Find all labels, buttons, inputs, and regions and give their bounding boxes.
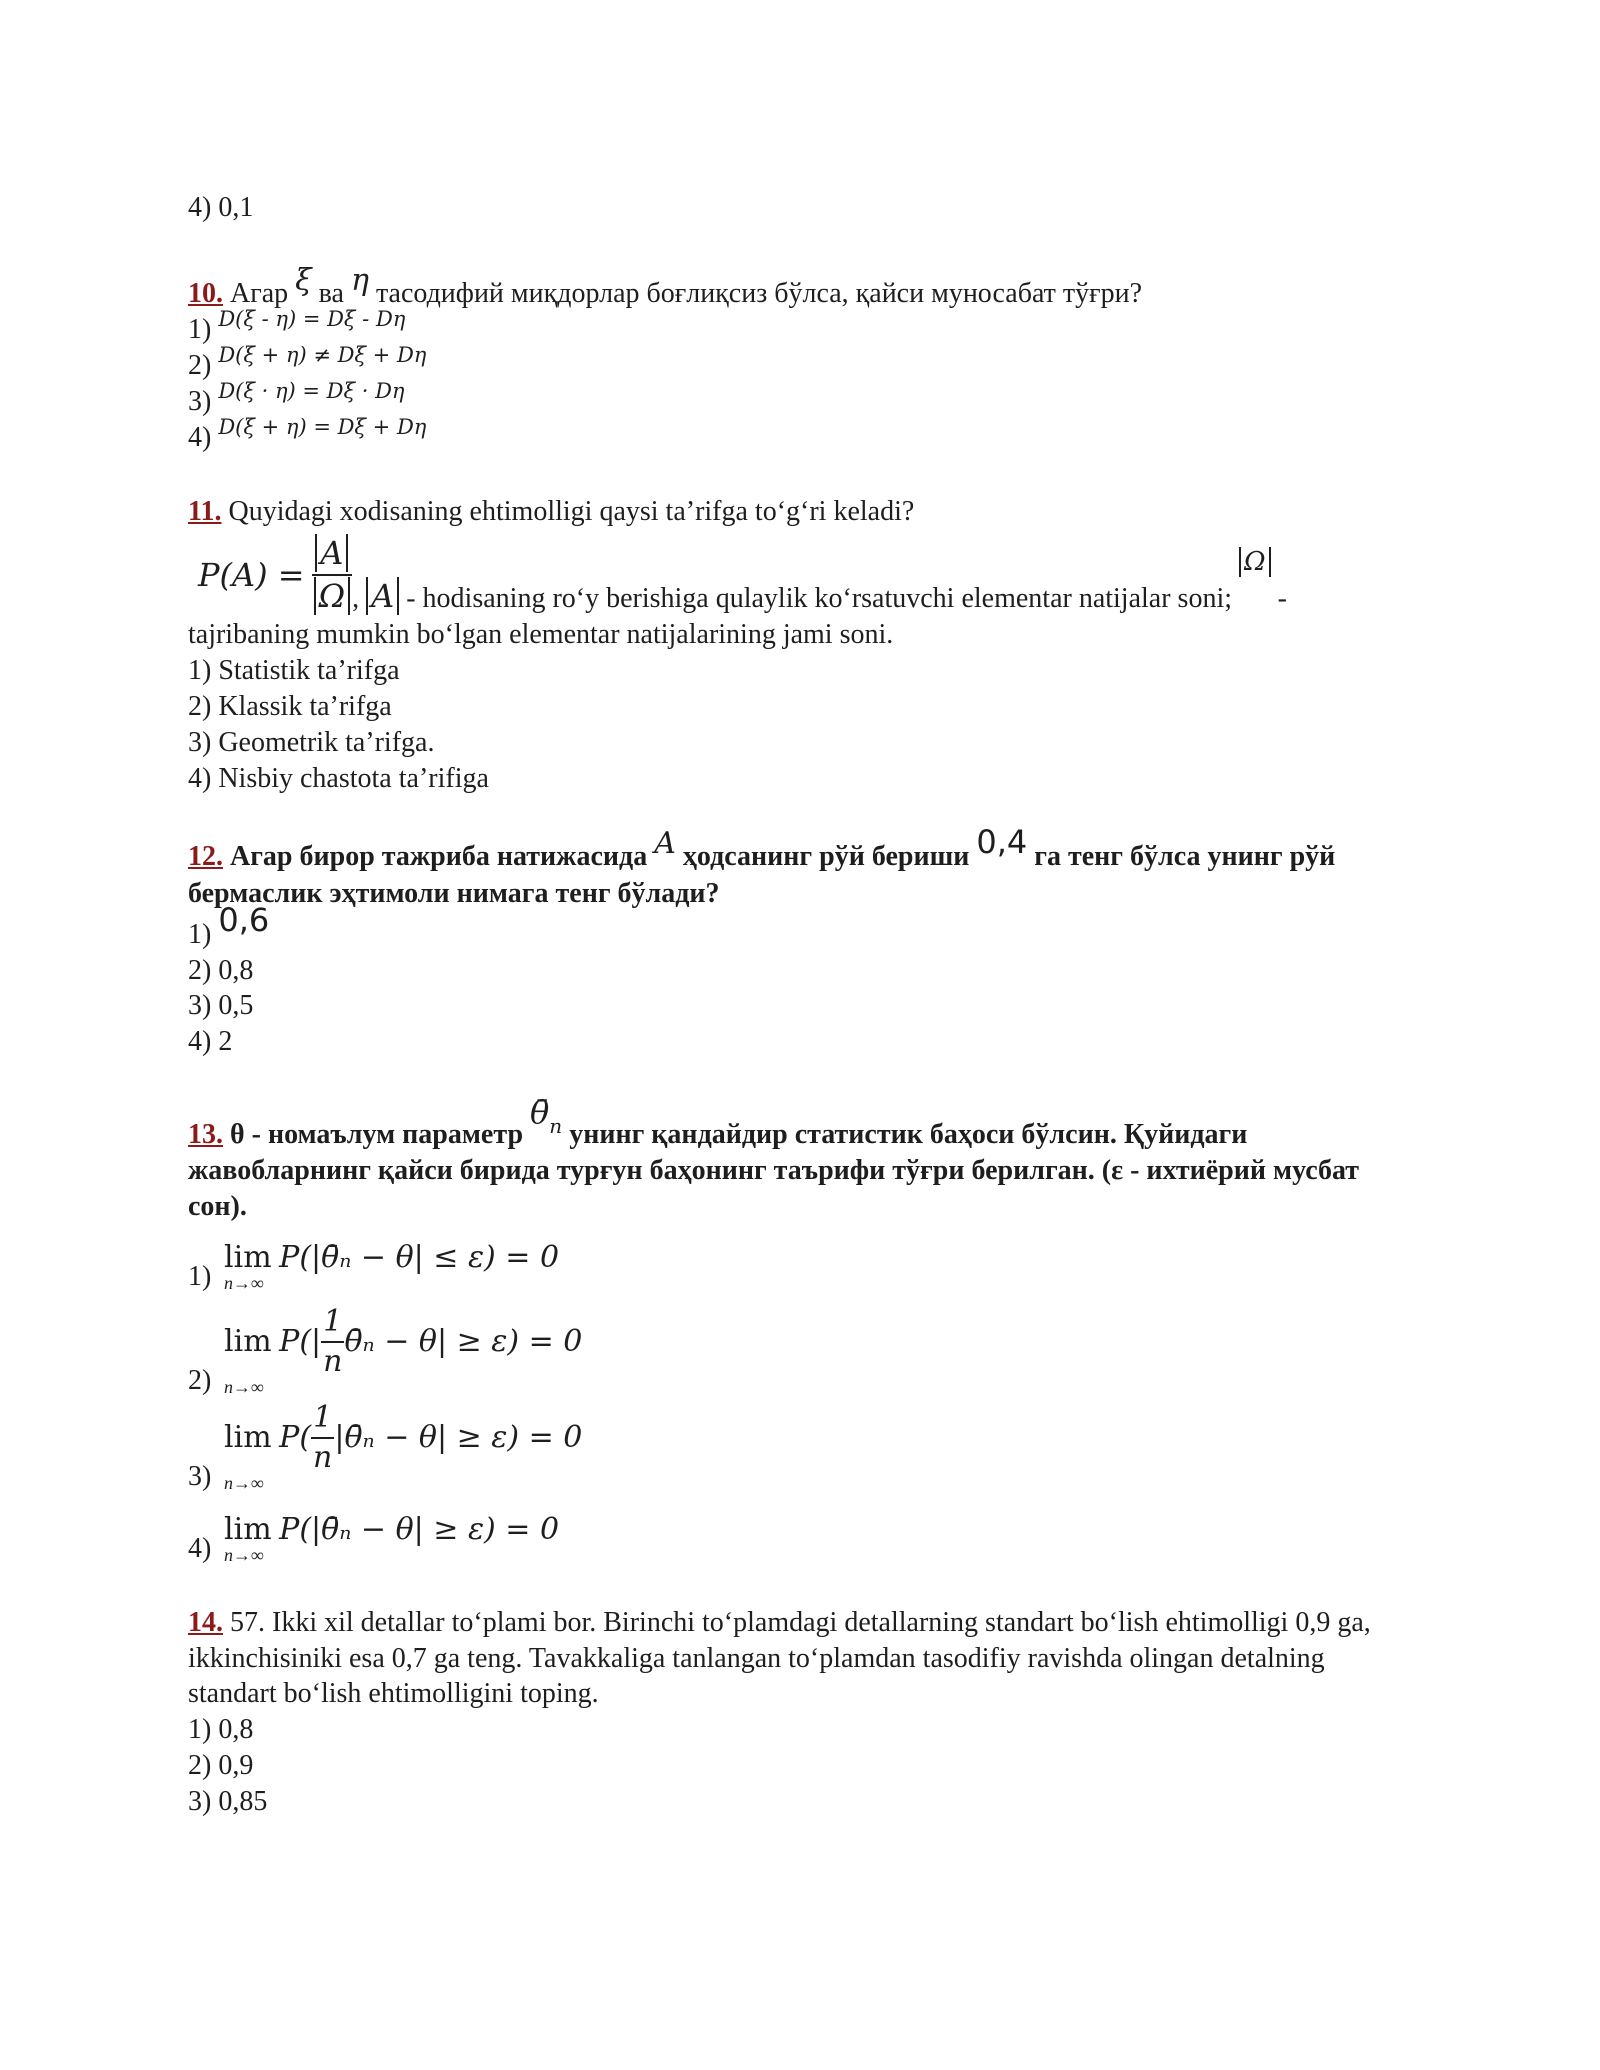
q13-theta-bar: θ̄: [530, 1093, 550, 1132]
q12-text-c: га тенг бўлса унинг рўй: [1027, 841, 1336, 873]
q13-option-3-pre: P(: [279, 1420, 312, 1456]
q11-abs-a: A: [366, 577, 399, 615]
q13-option-1-label: 1): [188, 1260, 212, 1292]
q14-text-b: ikkinchisiniki esa 0,7 ga teng. Tavakkaliga tanlangan to‘plamdan tasodifiy ravishda olingan detalning: [188, 1642, 1325, 1674]
q12-var-a: A: [654, 826, 676, 862]
q11-option-1: 1) Statistik ta’rifga: [188, 655, 400, 687]
q10-xi: ξ: [295, 262, 312, 298]
q11-number: 11.: [188, 495, 222, 527]
q12-option-3: 3) 0,5: [188, 990, 254, 1022]
q11-abs-omega: Ω: [1239, 547, 1271, 577]
q13-option-2-post: θ̄ₙ − θ| ≥ ε) = 0: [344, 1324, 583, 1360]
q10-number: 10.: [188, 277, 223, 309]
q11-formula-line: [188, 533, 1418, 617]
q13-option-3-lim: [224, 1399, 582, 1495]
q13-option-2-label: 2): [188, 1364, 212, 1396]
q13-text-c: жавобларнинг қайси бирида турғун баҳонинг таърифи тўғри берилган. (ε - ихтиёрий мусбат: [188, 1155, 1360, 1187]
q13-option-3-frac-den: n: [313, 1440, 333, 1476]
q13-option-4-lim-word: lim: [224, 1512, 272, 1548]
q10-option-1-label: 1): [188, 314, 212, 346]
q10-eta: η: [350, 262, 369, 298]
q13-option-1-lim-sub: n→∞: [224, 1272, 264, 1293]
q12-option-1: [188, 900, 1418, 953]
q11-formula-num: A: [315, 534, 348, 572]
q13-option-4-lim: [224, 1511, 559, 1566]
q13-option-2-frac-den: n: [323, 1344, 343, 1380]
q13-option-2-fraction: [321, 1303, 344, 1382]
document-page: [188, 190, 1418, 1820]
q10-option-3-label: 3): [188, 385, 212, 417]
q11-option-4: 4) Nisbiy chastota ta’rifiga: [188, 762, 489, 794]
q13-option-2: [188, 1295, 1418, 1399]
q11-desc-c: tajribaning mumkin bo‘lgan elementar natijalarining jami soni.: [188, 619, 894, 651]
q10-option-2-expr: D(ξ + η) ≠ Dξ + Dη: [218, 343, 427, 368]
q12-option-1-label: 1): [188, 918, 212, 950]
q10-options: [188, 307, 1418, 455]
q13-option-4-lim-sub: n→∞: [224, 1544, 264, 1565]
q13-option-1-expr: P(|θ̄ₙ − θ| ≤ ε) = 0: [279, 1240, 560, 1276]
q11-formula-fraction: [312, 533, 353, 617]
q13-option-2-frac-num: 1: [321, 1303, 344, 1343]
q10-text-c: тасодифий миқдорлар боғлиқсиз бўлса, қайси муносабат тўғри?: [368, 277, 1143, 309]
q12-question: [188, 823, 1418, 875]
q10-option-1-expr: D(ξ - η) = Dξ - Dη: [218, 307, 406, 332]
q11-options: [188, 653, 1418, 796]
q11-desc-a: - hodisaning ro‘y berishiga qulaylik ko‘rsatuvchi elementar natijalar soni;: [399, 583, 1240, 615]
q12-text-a: Агар бирор тажриба натижасида: [223, 841, 655, 873]
q13-option-1: [188, 1225, 1418, 1295]
q14-options: [188, 1712, 1418, 1819]
q13-option-4-expr: P(|θ̄ₙ − θ| ≥ ε) = 0: [279, 1512, 560, 1548]
q12-option-1-value: 0,6: [218, 900, 270, 939]
q11-desc-b: -: [1270, 583, 1287, 615]
q9-option-4: 4) 0,1: [188, 192, 254, 223]
q13-option-1-lim: [224, 1239, 559, 1294]
q13-option-3-label: 3): [188, 1460, 212, 1492]
q13-question: [188, 1093, 1418, 1153]
q13-text-a: θ - номаълум параметр: [223, 1119, 531, 1151]
q13-option-3-post: |θ̄ₙ − θ| ≥ ε) = 0: [334, 1420, 583, 1456]
q13-option-3: [188, 1399, 1418, 1495]
q13-option-1-lim-word: lim: [224, 1240, 272, 1276]
q13-text-b: унинг қандайдир статистик баҳоси бўлсин. Қуйидаги: [562, 1119, 1248, 1151]
q13-theta-sub: n: [549, 1114, 563, 1139]
q14-question: [188, 1605, 1418, 1641]
q11-formula-den: Ω: [314, 577, 351, 615]
q13-text-d: сон).: [188, 1190, 247, 1222]
q13-options: [188, 1225, 1418, 1567]
q12-options: [188, 900, 1418, 1060]
q10-text-b: ва: [311, 277, 351, 309]
q10-option-3-expr: D(ξ · η) = Dξ · Dη: [218, 378, 405, 403]
q14-option-3: 3) 0,85: [188, 1785, 268, 1817]
q10-option-2-label: 2): [188, 350, 212, 382]
q14-option-2: 2) 0,9: [188, 1749, 254, 1781]
q11-question: [188, 494, 1418, 530]
q12-option-2: 2) 0,8: [188, 954, 254, 986]
q13-option-2-lim-sub: n→∞: [224, 1376, 264, 1397]
q14-number: 14.: [188, 1606, 223, 1638]
q10-option-4-expr: D(ξ + η) = Dξ + Dη: [218, 414, 427, 439]
q14-text-a: 57. Ikki xil detallar to‘plami bor. Birinchi to‘plamdagi detallarning standart bo‘lish ehtimolligi 0,9 ga,: [223, 1606, 1371, 1638]
q13-option-4: [188, 1495, 1418, 1567]
q10-option-4: [188, 414, 1418, 456]
q11-formula-lhs: P(A) =: [198, 555, 305, 594]
q13-option-3-fraction: [311, 1399, 334, 1478]
q12-number: 12.: [188, 841, 223, 873]
q10-option-4-label: 4): [188, 421, 212, 453]
q11-text: Quyidagi xodisaning ehtimolligi qaysi ta’rifga to‘g‘ri keladi?: [221, 495, 915, 527]
q14-text-c: standart bo‘lish ehtimolligini toping.: [188, 1678, 599, 1710]
q13-option-4-label: 4): [188, 1532, 212, 1564]
q10-text-a: Агар: [223, 277, 296, 309]
q11-option-2: 2) Klassik ta’rifga: [188, 690, 392, 722]
q13-option-2-lim-word: lim: [224, 1324, 272, 1360]
q11-option-3: 3) Geometrik ta’rifga.: [188, 726, 435, 758]
q13-number: 13.: [188, 1119, 223, 1151]
q12-option-4: 4) 2: [188, 1026, 233, 1058]
q13-option-3-frac-num: 1: [311, 1399, 334, 1439]
q13-option-2-pre: P(|: [279, 1324, 322, 1360]
q12-value: 0,4: [976, 823, 1028, 862]
q12-text-b: ҳодсанинг рўй бериши: [675, 841, 977, 873]
q13-option-3-lim-word: lim: [224, 1420, 272, 1456]
q13-option-2-lim: [224, 1303, 582, 1399]
q14-option-1: 1) 0,8: [188, 1714, 254, 1746]
q11-comma: ,: [352, 583, 360, 615]
q13-option-3-lim-sub: n→∞: [224, 1472, 264, 1493]
q12-text-d: бермаслик эҳтимоли нимага тенг бўлади?: [188, 877, 720, 909]
